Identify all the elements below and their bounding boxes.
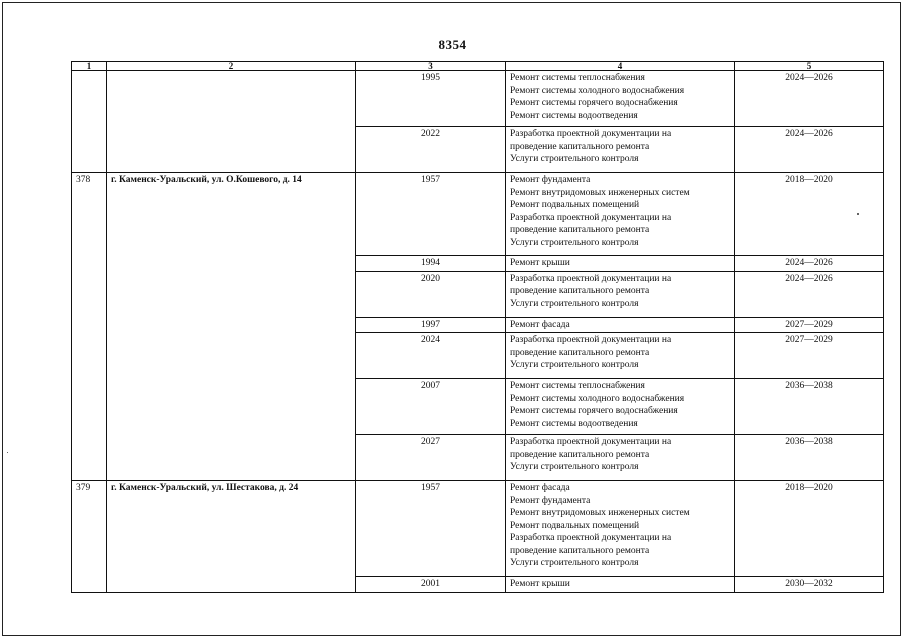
header-row bbox=[72, 62, 884, 71]
year-cell: 1997 bbox=[356, 317, 506, 333]
table-row bbox=[72, 71, 884, 127]
period-cell: 2036—2038 bbox=[735, 379, 884, 435]
work-item: Разработка проектной документации на bbox=[510, 129, 672, 139]
year-cell: 2001 bbox=[356, 577, 506, 593]
period-cell: 2024—2026 bbox=[735, 256, 884, 272]
work-item: Услуги строительного контроля bbox=[510, 154, 639, 164]
year-cell: 2027 bbox=[356, 435, 506, 481]
header-cell: 1 bbox=[72, 62, 107, 71]
work-item: Ремонт внутридомовых инженерных систем bbox=[510, 508, 690, 518]
work-item: Ремонт фундамента bbox=[510, 175, 591, 185]
work-item: проведение капитального ремонта bbox=[510, 286, 650, 296]
work-item: Ремонт крыши bbox=[510, 258, 570, 268]
object-number-cell: 378 bbox=[72, 173, 107, 481]
work-item: проведение капитального ремонта bbox=[510, 545, 650, 556]
work-item: проведение капитального ремонта bbox=[510, 449, 650, 460]
year-cell: 1995 bbox=[356, 71, 506, 127]
object-number-cell bbox=[72, 71, 107, 173]
work-item: проведение капитального ремонта bbox=[510, 225, 650, 235]
work-item: Ремонт системы теплоснабжения bbox=[510, 73, 645, 83]
period-cell: 2018—2020 bbox=[735, 481, 884, 577]
page-number: 8354 bbox=[438, 37, 467, 52]
repair-schedule-table bbox=[71, 61, 884, 593]
period-cell: 2036—2038 bbox=[735, 435, 884, 481]
work-item: Ремонт системы горячего водоснабжения bbox=[510, 98, 678, 108]
work-item: Ремонт системы холодного водоснабжения bbox=[510, 393, 685, 404]
work-item: Услуги строительного контроля bbox=[510, 462, 639, 472]
works-cell bbox=[506, 481, 735, 577]
work-item: Ремонт подвальных помещений bbox=[510, 520, 640, 531]
works-cell bbox=[506, 435, 735, 481]
period-cell: 2030—2032 bbox=[735, 577, 884, 593]
period-cell: 2018—2020 bbox=[735, 173, 884, 256]
year-cell: 2022 bbox=[356, 127, 506, 173]
header-cell: 4 bbox=[506, 62, 735, 71]
work-item: Разработка проектной документации на bbox=[510, 212, 672, 223]
work-item: Услуги строительного контроля bbox=[510, 298, 639, 309]
year-cell: 1994 bbox=[356, 256, 506, 272]
works-cell bbox=[506, 271, 735, 317]
work-item: Услуги строительного контроля bbox=[510, 558, 639, 568]
work-item: Ремонт крыши bbox=[510, 579, 570, 589]
work-item: Ремонт системы горячего водоснабжения bbox=[510, 406, 678, 416]
object-number-cell: 379 bbox=[72, 481, 107, 593]
work-item: Услуги строительного контроля bbox=[510, 237, 639, 248]
header-cell: 3 bbox=[356, 62, 506, 71]
work-item: Разработка проектной документации на bbox=[510, 437, 672, 447]
year-cell: 1957 bbox=[356, 173, 506, 256]
year-cell: 2024 bbox=[356, 333, 506, 379]
table-row bbox=[72, 173, 884, 256]
works-cell bbox=[506, 127, 735, 173]
work-item: Ремонт фасада bbox=[510, 319, 570, 330]
year-cell: 1957 bbox=[356, 481, 506, 577]
work-item: Ремонт системы водоотведения bbox=[510, 110, 638, 121]
work-item: Разработка проектной документации на bbox=[510, 335, 672, 345]
period-cell: 2024—2026 bbox=[735, 71, 884, 127]
work-item: Разработка проектной документации на bbox=[510, 273, 672, 284]
work-item: Ремонт системы теплоснабжения bbox=[510, 381, 645, 391]
work-item: Ремонт фундамента bbox=[510, 495, 591, 506]
work-item: Ремонт внутридомовых инженерных систем bbox=[510, 187, 690, 198]
work-item: Услуги строительного контроля bbox=[510, 360, 639, 370]
work-item: Ремонт подвальных помещений bbox=[510, 200, 640, 210]
period-cell: 2027—2029 bbox=[735, 333, 884, 379]
works-cell bbox=[506, 71, 735, 127]
work-item: проведение капитального ремонта bbox=[510, 141, 650, 152]
address-cell: г. Каменск-Уральский, ул. Шестакова, д. 24 bbox=[107, 481, 356, 593]
scan-speck bbox=[7, 452, 8, 453]
work-item: Ремонт фасада bbox=[510, 483, 570, 493]
address-cell: г. Каменск-Уральский, ул. О.Кошевого, д. 14 bbox=[107, 173, 356, 481]
works-cell bbox=[506, 256, 735, 272]
period-cell: 2027—2029 bbox=[735, 317, 884, 333]
year-cell: 2020 bbox=[356, 271, 506, 317]
work-item: Разработка проектной документации на bbox=[510, 533, 672, 543]
header-cell: 2 bbox=[107, 62, 356, 71]
works-cell bbox=[506, 577, 735, 593]
work-item: Ремонт системы холодного водоснабжения bbox=[510, 85, 685, 96]
year-cell: 2007 bbox=[356, 379, 506, 435]
works-cell bbox=[506, 333, 735, 379]
works-cell bbox=[506, 173, 735, 256]
address-cell bbox=[107, 71, 356, 173]
work-item: Ремонт системы водоотведения bbox=[510, 418, 638, 429]
work-item: проведение капитального ремонта bbox=[510, 347, 650, 358]
period-cell: 2024—2026 bbox=[735, 127, 884, 173]
works-cell bbox=[506, 317, 735, 333]
table-row bbox=[72, 481, 884, 577]
header-cell: 5 bbox=[735, 62, 884, 71]
period-cell: 2024—2026 bbox=[735, 271, 884, 317]
works-cell bbox=[506, 379, 735, 435]
